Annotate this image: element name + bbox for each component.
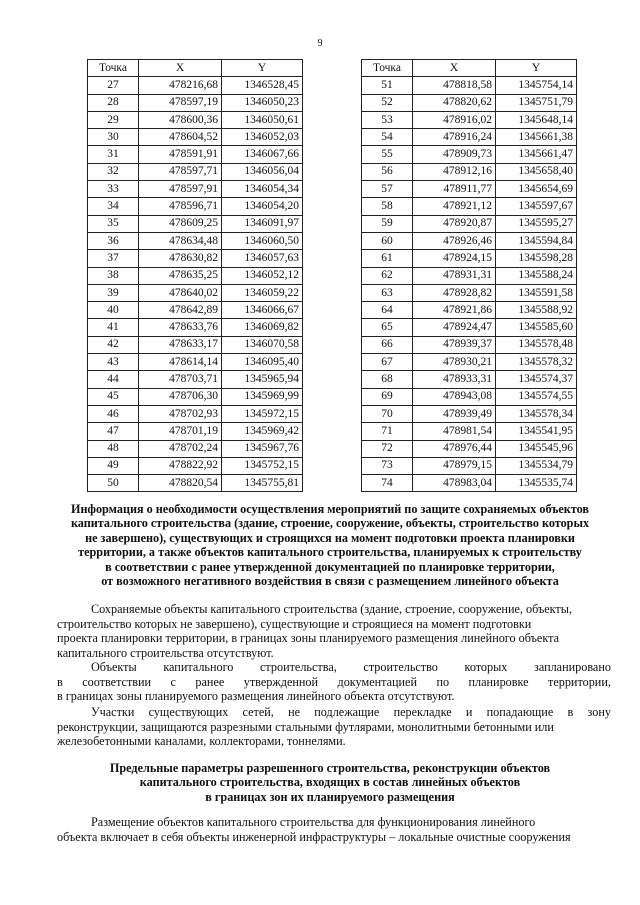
- point-number-cell: 70: [362, 405, 413, 422]
- word: подлежащие: [314, 705, 380, 719]
- header-x: X: [139, 60, 222, 77]
- x-coordinate-cell: 478981,54: [413, 423, 496, 440]
- x-coordinate-cell: 478820,62: [413, 94, 496, 111]
- y-coordinate-cell: 1345578,48: [496, 336, 577, 353]
- y-coordinate-cell: 1345752,15: [222, 457, 303, 474]
- header-y: Y: [496, 60, 577, 77]
- point-number-cell: 55: [362, 146, 413, 163]
- point-number-cell: 68: [362, 371, 413, 388]
- table-row: [88, 129, 303, 146]
- x-coordinate-cell: 478912,16: [413, 163, 496, 180]
- word: территории,: [548, 674, 611, 689]
- table-row: [362, 232, 577, 249]
- text-line: [57, 705, 611, 720]
- y-coordinate-cell: 1345654,69: [496, 181, 577, 198]
- text-line: Размещение объектов капитального строительства для функционирования линейного: [91, 815, 536, 829]
- y-coordinate-cell: 1345965,94: [222, 371, 303, 388]
- y-coordinate-cell: 1345535,74: [496, 475, 577, 492]
- x-coordinate-cell: 478983,04: [413, 475, 496, 492]
- x-coordinate-cell: 478642,89: [139, 302, 222, 319]
- word: капитального: [163, 660, 234, 674]
- word: в: [567, 705, 574, 719]
- table-row: [88, 319, 303, 336]
- page-number: 9: [317, 38, 323, 49]
- point-number-cell: 69: [362, 388, 413, 405]
- table-row: [88, 388, 303, 405]
- table-row: [362, 354, 577, 371]
- table-row: [88, 94, 303, 111]
- y-coordinate-cell: 1346057,63: [222, 250, 303, 267]
- table-row: [362, 457, 577, 474]
- point-number-cell: 29: [88, 111, 139, 128]
- y-coordinate-cell: 1346059,22: [222, 284, 303, 301]
- x-coordinate-cell: 478706,30: [139, 388, 222, 405]
- paragraph-planned-objects: [57, 660, 611, 704]
- point-number-cell: 38: [88, 267, 139, 284]
- x-coordinate-cell: 478916,02: [413, 111, 496, 128]
- y-coordinate-cell: 1346050,61: [222, 111, 303, 128]
- point-number-cell: 73: [362, 457, 413, 474]
- table-row: [88, 423, 303, 440]
- table-row: [362, 94, 577, 111]
- table-row: [362, 267, 577, 284]
- x-coordinate-cell: 478600,36: [139, 111, 222, 128]
- word: Участки: [91, 705, 135, 719]
- y-coordinate-cell: 1345588,92: [496, 302, 577, 319]
- word: строительство: [363, 660, 438, 674]
- text-line: объекта включает в себя объекты инженерной инфраструктуры – локальные очистные сооружения: [57, 829, 571, 844]
- x-coordinate-cell: 478630,82: [139, 250, 222, 267]
- table-row: [362, 440, 577, 457]
- table-row: [88, 475, 303, 492]
- x-coordinate-cell: 478939,49: [413, 405, 496, 422]
- y-coordinate-cell: 1346054,34: [222, 181, 303, 198]
- x-coordinate-cell: 478597,91: [139, 181, 222, 198]
- y-coordinate-cell: 1345751,79: [496, 94, 577, 111]
- point-number-cell: 50: [88, 475, 139, 492]
- heading-line: не завершено), существующих и строящихся на момент подготовки проекта планировки: [85, 530, 575, 545]
- table-row: [88, 354, 303, 371]
- word: и: [465, 705, 473, 719]
- point-number-cell: 30: [88, 129, 139, 146]
- point-number-cell: 54: [362, 129, 413, 146]
- point-number-cell: 31: [88, 146, 139, 163]
- text-line: капитального строительства отсутствуют.: [57, 645, 274, 660]
- point-number-cell: 62: [362, 267, 413, 284]
- x-coordinate-cell: 478818,58: [413, 77, 496, 94]
- x-coordinate-cell: 478597,19: [139, 94, 222, 111]
- x-coordinate-cell: 478703,71: [139, 371, 222, 388]
- y-coordinate-cell: 1345661,38: [496, 129, 577, 146]
- y-coordinate-cell: 1345597,67: [496, 198, 577, 215]
- point-number-cell: 65: [362, 319, 413, 336]
- y-coordinate-cell: 1346066,67: [222, 302, 303, 319]
- table-row: [362, 405, 577, 422]
- y-coordinate-cell: 1345574,37: [496, 371, 577, 388]
- table-row: [362, 319, 577, 336]
- point-number-cell: 57: [362, 181, 413, 198]
- table-row: [362, 423, 577, 440]
- x-coordinate-cell: 478609,25: [139, 215, 222, 232]
- word: сетей,: [242, 705, 274, 719]
- x-coordinate-cell: 478928,82: [413, 284, 496, 301]
- point-number-cell: 64: [362, 302, 413, 319]
- y-coordinate-cell: 1346060,50: [222, 232, 303, 249]
- table-row: [88, 215, 303, 232]
- x-coordinate-cell: 478976,44: [413, 440, 496, 457]
- point-number-cell: 58: [362, 198, 413, 215]
- table-row: [362, 302, 577, 319]
- point-number-cell: 74: [362, 475, 413, 492]
- point-number-cell: 40: [88, 302, 139, 319]
- x-coordinate-cell: 478930,21: [413, 354, 496, 371]
- y-coordinate-cell: 1345754,14: [496, 77, 577, 94]
- table-row: [88, 302, 303, 319]
- table-row: [88, 267, 303, 284]
- point-number-cell: 67: [362, 354, 413, 371]
- x-coordinate-cell: 478633,17: [139, 336, 222, 353]
- word: утвержденной: [243, 674, 319, 689]
- word: не: [288, 705, 300, 719]
- table-row: [362, 388, 577, 405]
- x-coordinate-cell: 478916,24: [413, 129, 496, 146]
- section-heading-parameters: [60, 761, 600, 804]
- table-row: [362, 146, 577, 163]
- y-coordinate-cell: 1346056,04: [222, 163, 303, 180]
- x-coordinate-cell: 478702,93: [139, 405, 222, 422]
- y-coordinate-cell: 1346091,97: [222, 215, 303, 232]
- table-row: [88, 284, 303, 301]
- y-coordinate-cell: 1346067,66: [222, 146, 303, 163]
- x-coordinate-cell: 478614,14: [139, 354, 222, 371]
- table-row: [88, 457, 303, 474]
- x-coordinate-cell: 478920,87: [413, 215, 496, 232]
- x-coordinate-cell: 478635,25: [139, 267, 222, 284]
- x-coordinate-cell: 478820,54: [139, 475, 222, 492]
- point-number-cell: 41: [88, 319, 139, 336]
- point-number-cell: 60: [362, 232, 413, 249]
- y-coordinate-cell: 1346050,23: [222, 94, 303, 111]
- word: планировке: [468, 674, 529, 689]
- heading-line: Информация о необходимости осуществления мероприятий по защите сохраняемых объектов: [71, 502, 589, 516]
- heading-line: от возможного негативного воздействия в связи с размещением линейного объекта: [101, 574, 559, 589]
- table-row: [88, 250, 303, 267]
- y-coordinate-cell: 1346095,40: [222, 354, 303, 371]
- point-number-cell: 61: [362, 250, 413, 267]
- word: строительства,: [260, 660, 337, 674]
- coordinates-table-left: [87, 59, 303, 492]
- word: Объекты: [91, 660, 137, 674]
- word: по: [436, 674, 450, 689]
- table-row: [362, 284, 577, 301]
- table-row: [362, 371, 577, 388]
- table-row: [88, 163, 303, 180]
- word: с: [170, 674, 176, 689]
- x-coordinate-cell: 478701,19: [139, 423, 222, 440]
- x-coordinate-cell: 478933,31: [413, 371, 496, 388]
- header-x: X: [413, 60, 496, 77]
- header-point: Точка: [362, 60, 413, 77]
- word: существующих: [148, 705, 229, 719]
- point-number-cell: 32: [88, 163, 139, 180]
- y-coordinate-cell: 1345595,27: [496, 215, 577, 232]
- y-coordinate-cell: 1345972,15: [222, 405, 303, 422]
- x-coordinate-cell: 478604,52: [139, 129, 222, 146]
- point-number-cell: 35: [88, 215, 139, 232]
- point-number-cell: 27: [88, 77, 139, 94]
- y-coordinate-cell: 1346069,82: [222, 319, 303, 336]
- x-coordinate-cell: 478926,46: [413, 232, 496, 249]
- y-coordinate-cell: 1345594,84: [496, 232, 577, 249]
- y-coordinate-cell: 1345585,60: [496, 319, 577, 336]
- table-row: [88, 77, 303, 94]
- y-coordinate-cell: 1346052,12: [222, 267, 303, 284]
- point-number-cell: 53: [362, 111, 413, 128]
- x-coordinate-cell: 478640,02: [139, 284, 222, 301]
- point-number-cell: 48: [88, 440, 139, 457]
- x-coordinate-cell: 478911,77: [413, 181, 496, 198]
- y-coordinate-cell: 1346070,58: [222, 336, 303, 353]
- table-row: [88, 405, 303, 422]
- point-number-cell: 59: [362, 215, 413, 232]
- point-number-cell: 34: [88, 198, 139, 215]
- x-coordinate-cell: 478596,71: [139, 198, 222, 215]
- heading-line: территории, а также объектов капитального строительства, планируемых к строительству: [78, 545, 582, 560]
- y-coordinate-cell: 1346054,20: [222, 198, 303, 215]
- text-line: реконструкции, защищаются разрезными стальными футлярами, монолитными бетонными или: [57, 719, 554, 734]
- y-coordinate-cell: 1345969,99: [222, 388, 303, 405]
- header-y: Y: [222, 60, 303, 77]
- paragraph-existing-networks: [57, 705, 611, 749]
- text-line: железобетонными каналами, коллекторами, тоннелями.: [57, 734, 346, 749]
- point-number-cell: 43: [88, 354, 139, 371]
- x-coordinate-cell: 478921,12: [413, 198, 496, 215]
- text-line: проекта планировки территории, в границах зоны планируемого размещения линейного объекта: [57, 631, 559, 646]
- table-row: [88, 198, 303, 215]
- point-number-cell: 56: [362, 163, 413, 180]
- text-line: строительство которых не завершено), существующие и строящиеся на момент подготовки: [57, 616, 532, 631]
- y-coordinate-cell: 1345967,76: [222, 440, 303, 457]
- x-coordinate-cell: 478979,15: [413, 457, 496, 474]
- x-coordinate-cell: 478822,92: [139, 457, 222, 474]
- table-row: [362, 163, 577, 180]
- y-coordinate-cell: 1345658,40: [496, 163, 577, 180]
- point-number-cell: 44: [88, 371, 139, 388]
- text-line: Сохраняемые объекты капитального строительства (здание, строение, сооружение, объекты,: [91, 602, 572, 616]
- paragraph-preserved-objects: [57, 602, 611, 660]
- word: документацией: [337, 674, 417, 689]
- heading-line: капитального строительства (здание, строение, сооружение, объекты, строительство которых: [70, 516, 590, 531]
- word: в: [57, 674, 63, 689]
- header-point: Точка: [88, 60, 139, 77]
- paragraph-placement: [57, 815, 611, 844]
- word: ранее: [195, 674, 225, 689]
- heading-line: капитального строительства, входящих в состав линейных объектов: [139, 775, 521, 790]
- y-coordinate-cell: 1345661,47: [496, 146, 577, 163]
- x-coordinate-cell: 478909,73: [413, 146, 496, 163]
- table-row: [362, 77, 577, 94]
- word: зону: [587, 705, 611, 719]
- text-line: в границах зоны планируемого размещения линейного объекта отсутствуют.: [57, 689, 455, 704]
- point-number-cell: 45: [88, 388, 139, 405]
- x-coordinate-cell: 478921,86: [413, 302, 496, 319]
- word: перекладке: [393, 705, 452, 719]
- y-coordinate-cell: 1345755,81: [222, 475, 303, 492]
- x-coordinate-cell: 478634,48: [139, 232, 222, 249]
- point-number-cell: 52: [362, 94, 413, 111]
- table-row: [362, 198, 577, 215]
- point-number-cell: 39: [88, 284, 139, 301]
- point-number-cell: 33: [88, 181, 139, 198]
- table-row: [88, 336, 303, 353]
- word: запланировано: [534, 660, 611, 674]
- y-coordinate-cell: 1346052,03: [222, 129, 303, 146]
- x-coordinate-cell: 478924,15: [413, 250, 496, 267]
- y-coordinate-cell: 1345598,28: [496, 250, 577, 267]
- point-number-cell: 72: [362, 440, 413, 457]
- table-row: [88, 111, 303, 128]
- x-coordinate-cell: 478591,91: [139, 146, 222, 163]
- section-heading-protection: [60, 502, 600, 588]
- point-number-cell: 37: [88, 250, 139, 267]
- table-row: [362, 250, 577, 267]
- y-coordinate-cell: 1345578,34: [496, 405, 577, 422]
- point-number-cell: 49: [88, 457, 139, 474]
- x-coordinate-cell: 478597,71: [139, 163, 222, 180]
- table-row: [362, 129, 577, 146]
- table-row: [88, 440, 303, 457]
- x-coordinate-cell: 478931,31: [413, 267, 496, 284]
- x-coordinate-cell: 478216,68: [139, 77, 222, 94]
- x-coordinate-cell: 478943,08: [413, 388, 496, 405]
- table-row: [362, 181, 577, 198]
- table-row: [362, 111, 577, 128]
- point-number-cell: 46: [88, 405, 139, 422]
- heading-line: Предельные параметры разрешенного строительства, реконструкции объектов: [109, 761, 551, 775]
- table-row: [88, 371, 303, 388]
- table-row: [362, 336, 577, 353]
- point-number-cell: 47: [88, 423, 139, 440]
- x-coordinate-cell: 478939,37: [413, 336, 496, 353]
- x-coordinate-cell: 478924,47: [413, 319, 496, 336]
- text-line: [57, 675, 611, 690]
- heading-line: в соответствии с ранее утвержденной документацией по планировке территории,: [105, 559, 555, 574]
- word: которых: [464, 660, 508, 674]
- word: попадающие: [486, 705, 554, 719]
- table-row: [362, 475, 577, 492]
- table-header-row: [88, 60, 303, 77]
- table-row: [88, 181, 303, 198]
- point-number-cell: 63: [362, 284, 413, 301]
- y-coordinate-cell: 1345574,55: [496, 388, 577, 405]
- y-coordinate-cell: 1345534,79: [496, 457, 577, 474]
- x-coordinate-cell: 478702,24: [139, 440, 222, 457]
- point-number-cell: 66: [362, 336, 413, 353]
- table-row: [362, 215, 577, 232]
- heading-line: в границах зон их планируемого размещения: [205, 789, 455, 804]
- x-coordinate-cell: 478633,76: [139, 319, 222, 336]
- point-number-cell: 51: [362, 77, 413, 94]
- text-line: [57, 660, 611, 675]
- word: соответствии: [82, 674, 152, 689]
- y-coordinate-cell: 1345545,96: [496, 440, 577, 457]
- table-header-row: [362, 60, 577, 77]
- y-coordinate-cell: 1345591,58: [496, 284, 577, 301]
- y-coordinate-cell: 1346528,45: [222, 77, 303, 94]
- table-row: [88, 232, 303, 249]
- point-number-cell: 36: [88, 232, 139, 249]
- point-number-cell: 42: [88, 336, 139, 353]
- y-coordinate-cell: 1345588,24: [496, 267, 577, 284]
- y-coordinate-cell: 1345541,95: [496, 423, 577, 440]
- y-coordinate-cell: 1345578,32: [496, 354, 577, 371]
- y-coordinate-cell: 1345969,42: [222, 423, 303, 440]
- table-row: [88, 146, 303, 163]
- y-coordinate-cell: 1345648,14: [496, 111, 577, 128]
- point-number-cell: 71: [362, 423, 413, 440]
- coordinates-table-right: [361, 59, 577, 492]
- point-number-cell: 28: [88, 94, 139, 111]
